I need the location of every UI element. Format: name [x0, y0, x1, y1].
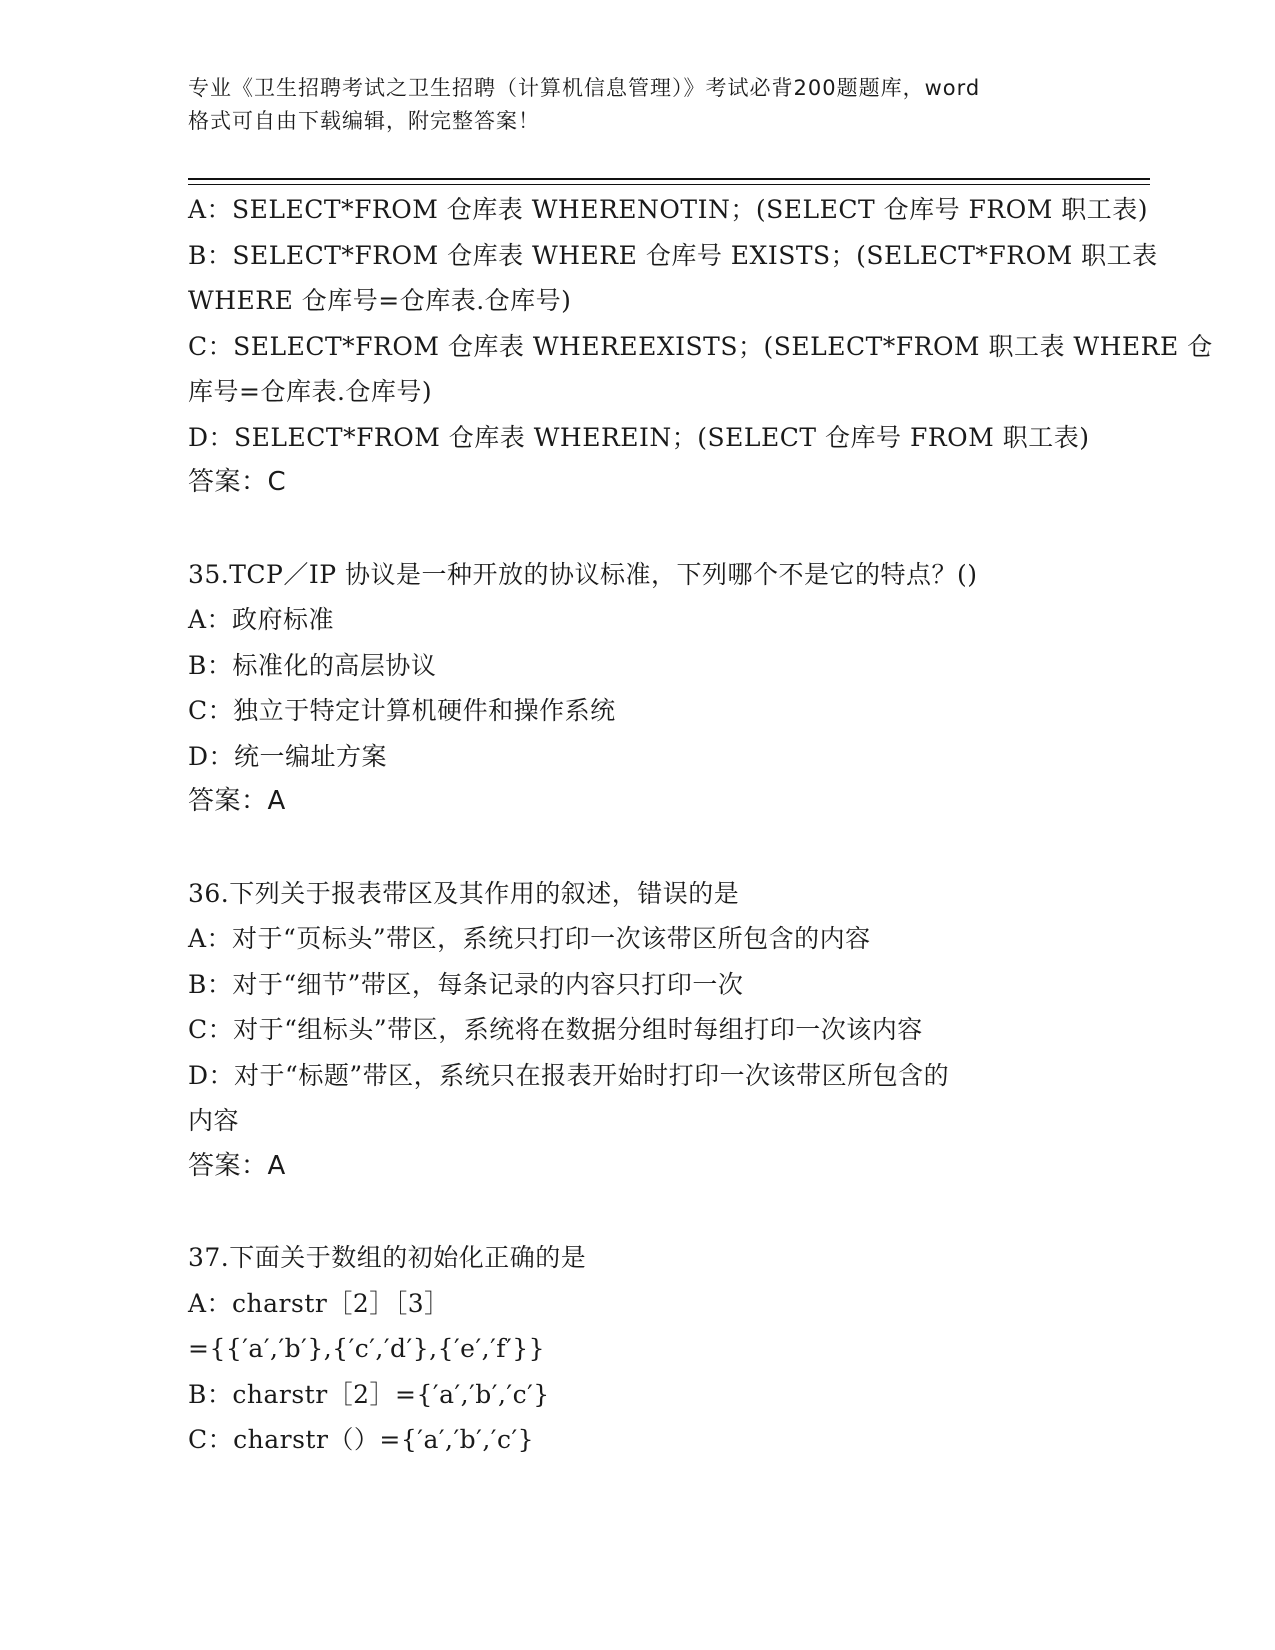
header-line-2: 格式可自由下载编辑，附完整答案！ [188, 109, 540, 133]
document-body [188, 187, 1213, 1463]
q35-option-a: A：政府标准 [188, 605, 335, 634]
q34-option-a: A：SELECT*FROM 仓库表 WHERENOTIN；(SELECT 仓库号 FROM 职工表) [188, 195, 1148, 224]
header-line-1: 专业《卫生招聘考试之卫生招聘（计算机信息管理）》考试必背200题题库，word [188, 76, 981, 100]
q37-option-a-line-1: A：charstr［2］［3］ [188, 1288, 450, 1318]
q34-option-c-line-1: C：SELECT*FROM 仓库表 WHEREEXISTS；(SELECT*FROM 职工表 WHERE 仓 [188, 331, 1213, 361]
question-36 [188, 871, 1088, 1190]
q36-question: 36.下列关于报表带区及其作用的叙述，错误的是 [188, 878, 740, 908]
q35-option-d: D：统一编址方案 [188, 741, 388, 771]
spacer [188, 825, 1088, 871]
question-34-options [188, 187, 1213, 506]
q36-answer: 答案：A [188, 1150, 286, 1181]
q35-option-c: C：独立于特定计算机硬件和操作系统 [188, 696, 616, 725]
q35-option-b: B：标准化的高层协议 [188, 650, 437, 680]
q35-question: 35.TCP／IP 协议是一种开放的协议标准，下列哪个不是它的特点？() [188, 559, 978, 589]
header-divider-thick [188, 178, 1150, 180]
q37-question: 37.下面关于数组的初始化正确的是 [188, 1243, 587, 1272]
q34-option-b-line-2: WHERE 仓库号=仓库表.仓库号) [188, 286, 572, 315]
q36-option-c: C：对于“组标头”带区，系统将在数据分组时每组打印一次该内容 [188, 1015, 923, 1044]
spacer [188, 1189, 1088, 1235]
q36-option-b: B：对于“细节”带区，每条记录的内容只打印一次 [188, 969, 744, 999]
q34-answer: 答案：C [188, 467, 287, 497]
q37-option-c: C：charstr（）={′a′,′b′,′c′} [188, 1425, 535, 1454]
q35-answer: 答案：A [188, 786, 286, 816]
spacer [188, 506, 1088, 552]
q34-option-b-line-1: B：SELECT*FROM 仓库表 WHERE 仓库号 EXISTS；(SELECT*FROM 职工表 [188, 240, 1158, 270]
q37-option-a-line-2: ={{′a′,′b′},{′c′,′d′},{′e′,′f′}} [188, 1334, 546, 1363]
question-37 [188, 1235, 1088, 1463]
q36-option-d-line-1: D：对于“标题”带区，系统只在报表开始时打印一次该带区所包含的 [188, 1060, 950, 1090]
question-35 [188, 552, 1088, 825]
q34-option-c-line-2: 库号=仓库表.仓库号) [188, 377, 433, 406]
q36-option-a: A：对于“页标头”带区，系统只打印一次该带区所包含的内容 [188, 924, 871, 953]
q36-option-d-line-2: 内容 [188, 1106, 240, 1135]
q34-option-d: D：SELECT*FROM 仓库表 WHEREIN；(SELECT 仓库号 FROM 职工表) [188, 422, 1090, 452]
document-header [188, 72, 1108, 138]
q37-option-b: B：charstr［2］={′a′,′b′,′c′} [188, 1379, 550, 1409]
header-divider-thin [188, 184, 1150, 185]
